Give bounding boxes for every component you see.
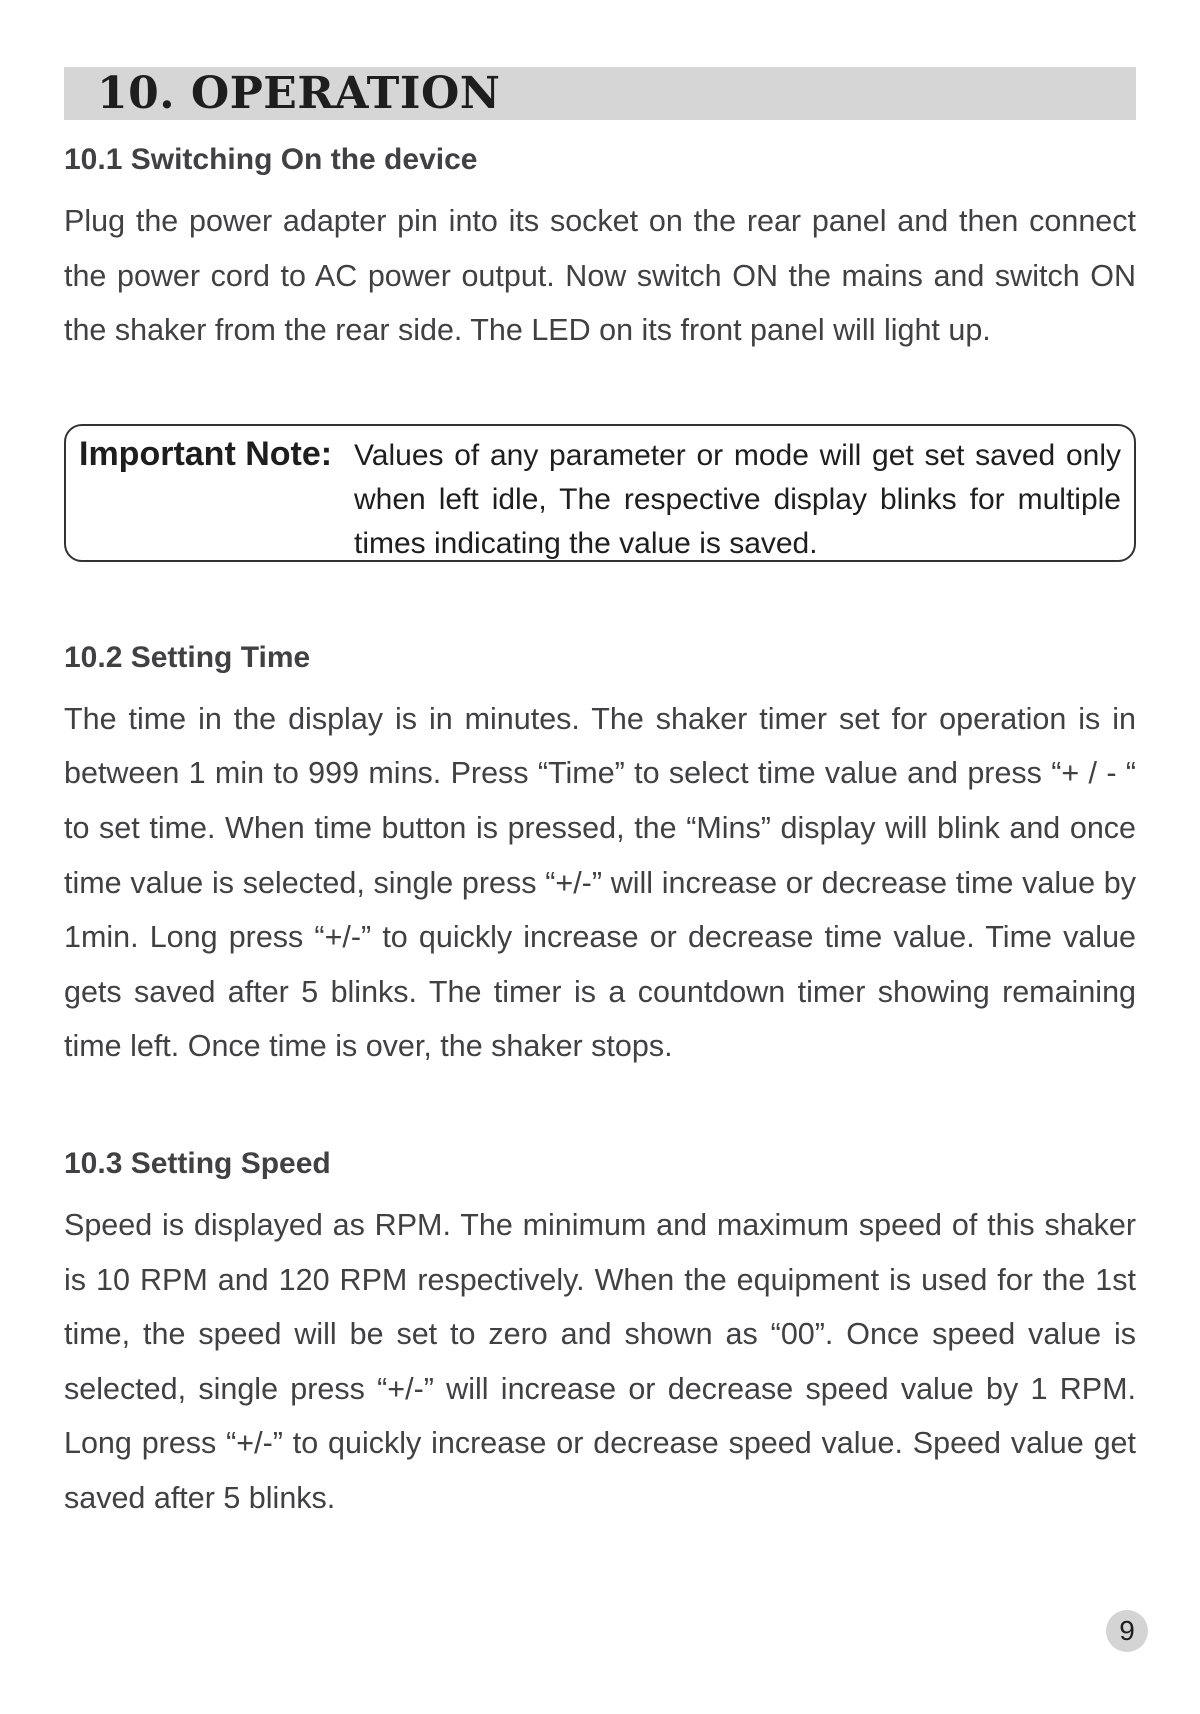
title-bar [64, 67, 1136, 120]
section-heading-setting-time: 10.2 Setting Time [64, 640, 311, 674]
section-heading-setting-speed: 10.3 Setting Speed [64, 1146, 331, 1180]
section-body-setting-speed: Speed is displayed as RPM. The minimum and maximum speed of this shaker is 10 RPM and 120 RPM respectively. When the equipment is used for the 1st time, the speed will be set to zero and shown as “00”. Once speed value is selected, single press “+/-” will increase or decrease speed value by 1 RPM. Long press “+/-” to quickly increase or decrease speed value. Speed value get saved after 5 blinks. [64, 1207, 1136, 1515]
section-body-setting-time: The time in the display is in minutes. The shaker timer set for operation is in between 1 min to 999 mins. Press “Time” to select time value and press “+ / - “ to set time. When time button is pressed, the “Mins” display will blink and once time value is selected, single press “+/-” will increase or decrease time value by 1min. Long press “+/-” to quickly increase or decrease time value. Time value gets saved after 5 blinks. The timer is a countdown timer showing remaining time left. Once time is over, the shaker stops. [64, 701, 1136, 1064]
important-note-box [64, 424, 1136, 562]
page-title: 10. OPERATION [97, 68, 501, 119]
manual-page [64, 67, 1136, 1526]
important-note-text: Values of any parameter or mode will get set saved only when left idle, The respective display blinks for multiple times indicating the value is saved. [354, 438, 1121, 560]
section-body-switching-on: Plug the power adapter pin into its socket on the rear panel and then connect the power cord to AC power output. Now switch ON the mains and switch ON the shaker from the rear side. The LED on its front panel will light up. [64, 204, 1136, 348]
page-number-badge: 9 [1106, 1610, 1148, 1652]
important-note-label: Important Note: [79, 434, 333, 473]
section-heading-switching-on: 10.1 Switching On the device [64, 143, 478, 176]
